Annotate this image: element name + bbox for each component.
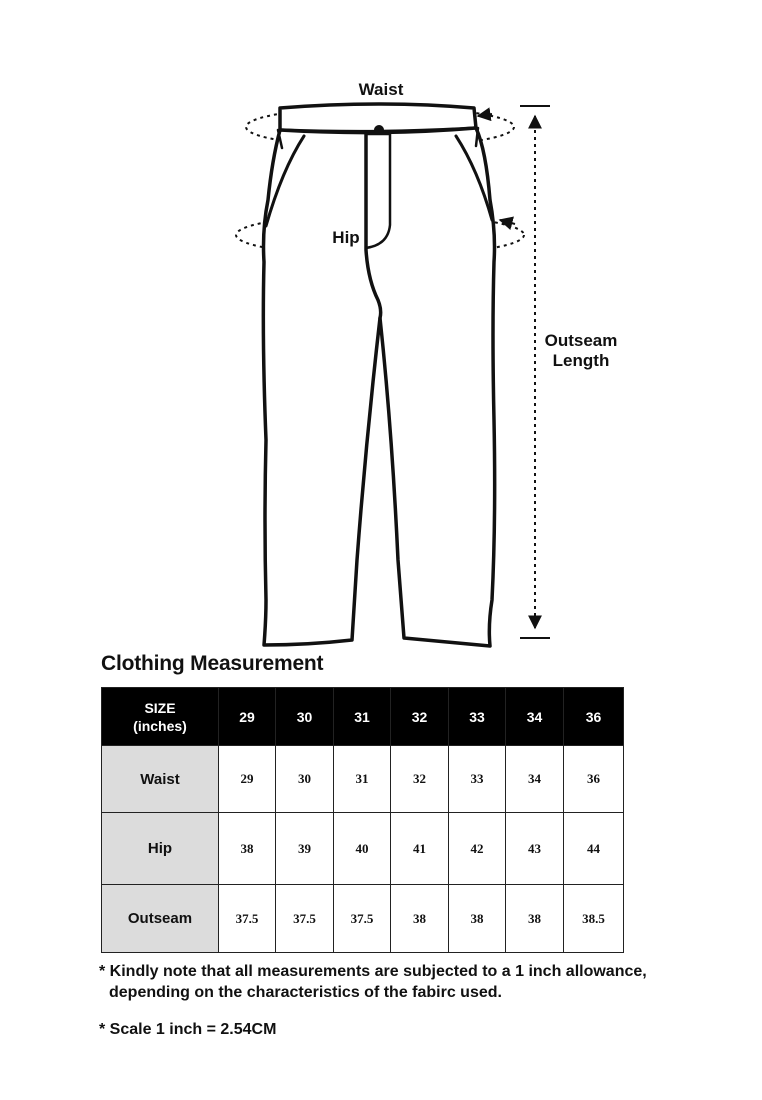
size-header-line1: SIZE (144, 699, 176, 716)
section-title: Clothing Measurement (101, 652, 324, 675)
size-header: 33 (449, 688, 506, 746)
row-label: Outseam (102, 885, 219, 953)
table-cell: 30 (276, 746, 334, 813)
outseam-label (536, 331, 626, 371)
table-cell: 38 (449, 885, 506, 953)
size-chart-table (101, 687, 624, 953)
waist-arrow (478, 114, 492, 116)
hip-label: Hip (332, 228, 360, 247)
table-row-hip (102, 813, 624, 885)
table-cell: 44 (564, 813, 624, 885)
size-header: 36 (564, 688, 624, 746)
table-cell: 33 (449, 746, 506, 813)
table-cell: 38 (219, 813, 276, 885)
table-cell: 42 (449, 813, 506, 885)
row-label: Hip (102, 813, 219, 885)
scale-note: * Scale 1 inch = 2.54CM (99, 1021, 277, 1038)
waist-label: Waist (358, 80, 404, 99)
size-header-line2: (inches) (133, 717, 187, 734)
table-row-waist (102, 746, 624, 813)
size-header: 34 (506, 688, 564, 746)
allowance-note (99, 961, 647, 1003)
table-cell: 37.5 (219, 885, 276, 953)
table-cell: 29 (219, 746, 276, 813)
table-header-row (102, 688, 624, 746)
button-icon (374, 125, 384, 135)
table-cell: 31 (334, 746, 391, 813)
size-header: 30 (276, 688, 334, 746)
table-cell: 38 (506, 885, 564, 953)
table-cell: 37.5 (276, 885, 334, 953)
allowance-note-line1: * Kindly note that all measurements are subjected to a 1 inch allowance, (99, 963, 647, 980)
table-cell: 39 (276, 813, 334, 885)
row-label: Waist (102, 746, 219, 813)
table-cell: 37.5 (334, 885, 391, 953)
table-cell: 40 (334, 813, 391, 885)
table-cell: 38 (391, 885, 449, 953)
outseam-label-line1: Outseam (544, 331, 618, 350)
table-cell: 43 (506, 813, 564, 885)
size-header: 32 (391, 688, 449, 746)
table-row-outseam (102, 885, 624, 953)
size-header: 29 (219, 688, 276, 746)
table-cell: 32 (391, 746, 449, 813)
pants-outline (263, 104, 494, 646)
size-header: 31 (334, 688, 391, 746)
table-cell: 36 (564, 746, 624, 813)
table-cell: 34 (506, 746, 564, 813)
table-cell: 41 (391, 813, 449, 885)
table-cell: 38.5 (564, 885, 624, 953)
outseam-label-line2: Length (552, 351, 610, 370)
allowance-note-line2: depending on the characteristics of the fabirc used. (109, 984, 502, 1001)
size-header-cell (102, 688, 219, 746)
